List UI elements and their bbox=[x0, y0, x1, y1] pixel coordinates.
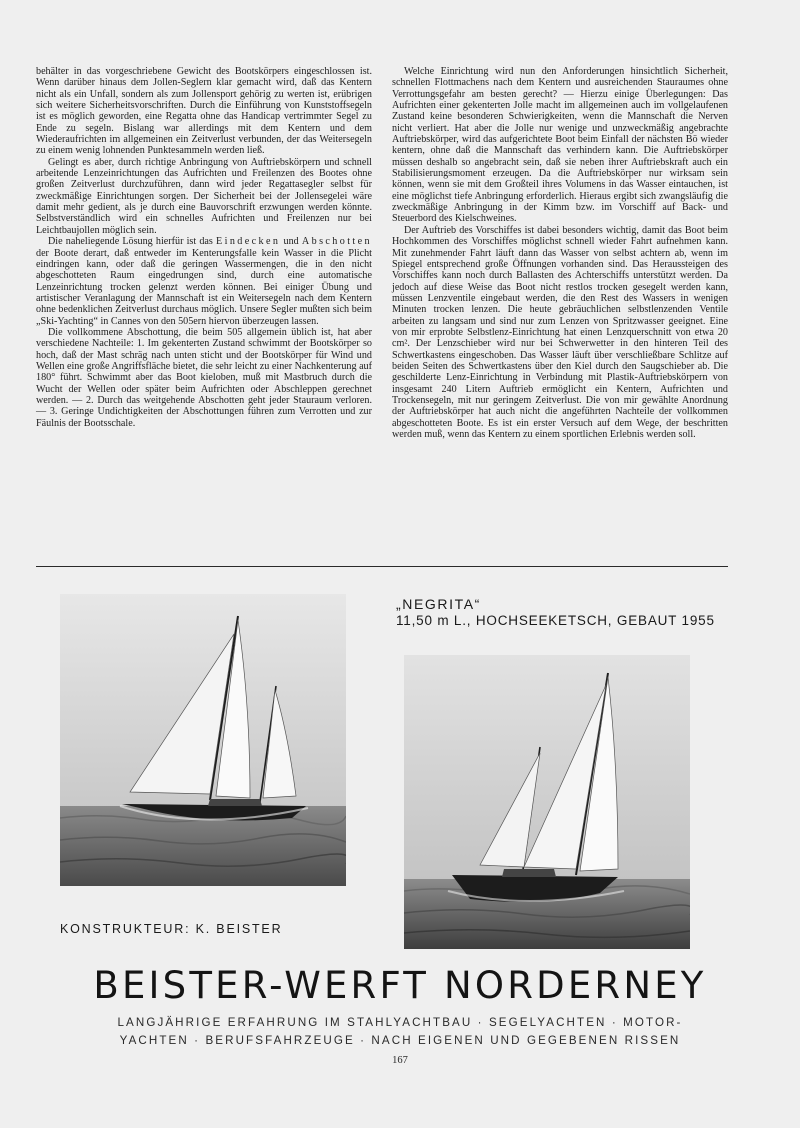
yacht-photo-right bbox=[404, 655, 690, 949]
section-divider bbox=[36, 566, 728, 567]
article-paragraph: Welche Einrichtung wird nun den Anforderungen hinsichtlich Sicherheit, schnellen Flottmachens nach dem Kentern und ausreichenden Stauraumes ohne Verrottungsgefahr am besten gerecht? — Hierzu einige Überlegungen: Das Aufrichten einer gekenterten Jolle macht im allgemeinen auch im vollgelaufenen Zustand keine besonderen Schwierigkeiten, wenn die Mannschaft die Nerven nicht verliert. Hat aber die Jolle nur wenige und unzweckmäßig angebrachte Auftriebskörper, wird das aufgerichtete Boot beim Einfall der nächsten Bö wieder kentern, ohne daß die Mannschaft das verhindern kann. Die Auftriebskörper müssen deshalb so angebracht sein, daß sie neben ihrer Auftriebskraft auch ein Stabilisierungsmoment erzeugen. Da die Auftriebskörper nur wirksam sein können, wenn sie mit dem Großteil ihres Volumens in das Wasser eintauchen, ist eine möglichst tiefe Anbringung erforderlich. Hieraus ergibt sich zwangsläufig die zweckmäßige Anbringung in der Kimm bzw. im Vorschiff auf Back- und Steuerbord des Kielschweines. bbox=[392, 66, 728, 225]
article-column-right bbox=[392, 66, 728, 440]
article-paragraph: behälter in das vorgeschriebene Gewicht des Bootskörpers eingeschlossen ist. Wenn darüber hinaus dem Jollen-Seglern klar gemacht wird, daß das Kentern nicht als ein Unfall, sondern als zum Jollensport gehörig zu werten ist, erübrigen sich weitere Sicherheitsvorschriften. Durch die Einführung von Kunststoffsegeln ist es möglich geworden, eine Regatta ohne das Handicap vertrimmter Segel zu Ende zu segeln. Bislang war allerdings mit dem Kentern und dem Wiederaufrichten im allgemeinen ein Zeitverlust verbunden, der das Weitersegeln zu einem wenig lohnenden Punktesammeln werden ließ. bbox=[36, 66, 372, 157]
boat-spec: 11,50 m L., HOCHSEEKETSCH, GEBAUT 1955 bbox=[396, 613, 715, 628]
yacht-photo-left bbox=[60, 594, 346, 886]
shipyard-name: BEISTER-WERFT NORDERNEY bbox=[93, 964, 707, 1007]
article-text: und bbox=[283, 236, 299, 248]
article-paragraph: Der Auftrieb des Vorschiffes ist dabei besonders wichtig, damit das Boot beim Hochkommen des Vorschiffes möglichst schnell wieder Fahrt aufnehmen kann. Mit zunehmender Fahrt läuft dann das Wasser von selbst achtern ab, wenn im Spiegel entsprechend große Öffnungen vorhanden sind. Das Heraussteigen des Vorschiffes kann noch durch Ballasten des Achterschiffs unterstützt werden. Da jedoch auf diese Weise das Boot nicht restlos trocken gesegelt werden kann, müssen Lenzventile eingebaut werden, die den Rest des Wassers in wenigen Minuten trocken lenzen. Die heute gebräuchlichen selbstlenzenden Ventile arbeiten zu langsam und sind nur zum Lenzen von Spritzwasser geeignet. Eine von mir erprobte Selbstlenz-Einrichtung hat einen Lenzquerschnitt von etwa 20 cm². Der Lenzschieber wird nur bei Schwerwetter in den hinteren Teil des Schwertkastens eingeschoben. Das Wasser läuft über verschließbare Schlitze auf beiden Seiten des Schwertkastens über den Kiel durch den Saugschieber ab. Die geschilderte Lenz-Einrichtung in Verbindung mit Plastik-Auftriebskörpern von insgesamt 240 Litern Auftrieb ermöglicht ein Kentern, Aufrichten und Trockensegeln, mit nur geringem Zeitverlust. Die von mir gewählte Anordnung der Auftriebskörper hat auch nicht die angeführten Nachteile der vollkommen abgeschotteten Boote. Es ist ein erster Versuch auf dem Wege, der beschritten werden muß, wenn das Kentern zu einem sportlichen Erlebnis werden soll. bbox=[392, 224, 728, 440]
shipyard-tagline-line2: YACHTEN · BERUFSFAHRZEUGE · NACH EIGENEN UND GEGEBENEN RISSEN bbox=[119, 1034, 681, 1047]
boat-name: „NEGRITA“ bbox=[396, 596, 481, 612]
emphasis-abschotten: Abschotten bbox=[301, 236, 373, 248]
page-number: 167 bbox=[392, 1055, 408, 1066]
article-paragraph: Die vollkommene Abschottung, die beim 505 allgemein üblich ist, hat aber verschiedene Nachteile: 1. Im gekenterten Zustand schwimmt der Bootskörper so hoch, daß der Mast schräg nach unten sticht und der Bootskörper für Wind und Wellen eine große Angriffsfläche bietet, die sehr leicht zu einer Nachkenterung auf 180° führt. Schwimmt aber das Boot kieloben, muß mit Mastbruch durch die Wucht der Wellen oder später beim Aufrichten oder Abschleppen gerechnet werden. — 2. Durch das weitgehende Abschotten geht jeder Stauraum verloren. — 3. Geringe Undichtigkeiten der Abschottungen führen zum Verrotten und zur Fäulnis der Bootsschale. bbox=[36, 326, 372, 429]
designer-credit: KONSTRUKTEUR: K. BEISTER bbox=[60, 922, 283, 936]
article-paragraph: Gelingt es aber, durch richtige Anbringung von Auftriebskörpern und schnell arbeitende Lenzeinrichtungen das Aufrichten und Freilenzen des Bootes ohne großen Zeitverlust durchzuführen, dann wird jeder Regattasegler selbst für zweckmäßige Einrichtungen sorgen. Der Sicherheit bei der Jollensegelei wäre damit mehr gedient, als je durch eine Bauvorschrift erzwungen werden könnte. Selbstverständlich wird ein schnelles Aufrichten und Freilenzen nur bei Leichtbaujollen möglich sein. bbox=[36, 156, 372, 236]
article-column-left bbox=[36, 66, 372, 429]
yacht-photo-left-image bbox=[60, 594, 346, 886]
yacht-photo-right-image bbox=[404, 655, 690, 949]
shipyard-tagline-line1: LANGJÄHRIGE ERFAHRUNG IM STAHLYACHTBAU · SEGELYACHTEN · MOTOR- bbox=[117, 1016, 683, 1029]
emphasis-eindecken: Eindecken bbox=[216, 236, 281, 248]
article-text: der Boote derart, daß entweder im Kenterungsfalle kein Wasser in die Plicht eindringen kann, oder daß die geringen Wassermengen, die in den nicht abgeschotteten Raum eingedrungen sind, durch eine automatische Lenzeinrichtung trocken gelenzt werden können. Bei einiger Übung und artistischer Veranlagung der Mannschaft ist ein Weitersegeln nach dem Kentern ohne bedenklichen Zeitverlust durchaus möglich. Unsere Segler mußten sich beim „Ski-Yachting“ in Cannes von den 505ern hiervon überzeugen lassen. bbox=[36, 247, 372, 327]
article-text: Die naheliegende Lösung hierfür ist das bbox=[48, 236, 213, 248]
article-paragraph bbox=[36, 236, 372, 327]
